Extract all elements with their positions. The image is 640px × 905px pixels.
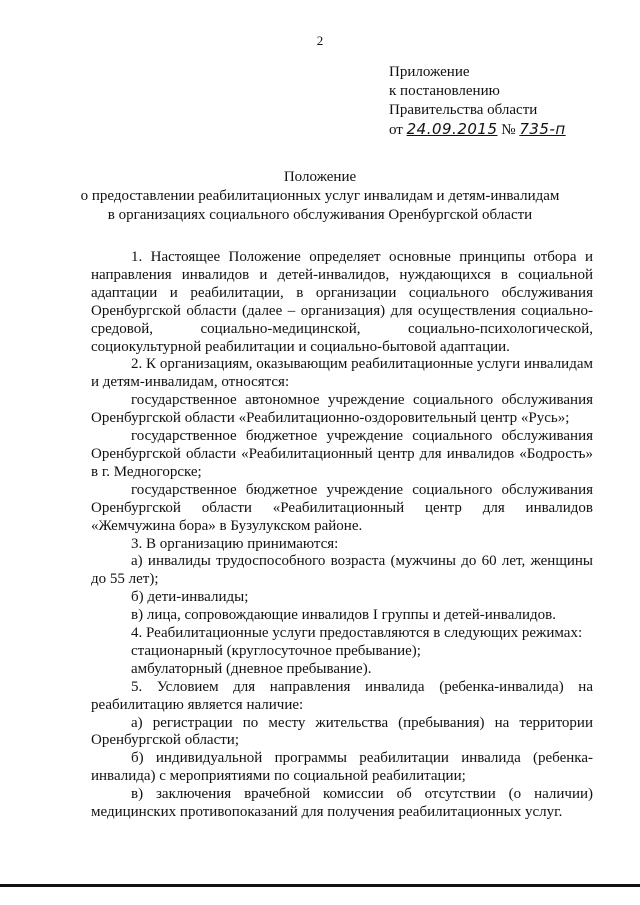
appendix-date-line (389, 120, 566, 140)
paragraph-5b: б) индивидуальной программы реабилитации инвалида (ребенка-инвалида) с мероприятиями по социальной реабилитации; (91, 750, 593, 785)
paragraph-3a: а) инвалиды трудоспособного возраста (мужчины до 60 лет, женщины до 55 лет); (91, 553, 593, 588)
appendix-line-3: Правительства области (389, 102, 538, 118)
paragraph-org-rus: государственное автономное учреждение социального обслуживания Оренбургской области «Реабилитационно-оздоровительный центр «Русь»; (91, 392, 593, 427)
title-line-3: в организациях социального обслуживания Оренбургской области (107, 207, 533, 223)
paragraph-org-bodrost: государственное бюджетное учреждение социального обслуживания Оренбургской области «Реабилитационный центр для инвалидов «Бодрость» в г. Медногорске; (91, 428, 593, 480)
paragraph-4: 4. Реабилитационные услуги предоставляются в следующих режимах: (131, 625, 583, 642)
title-line-2: о предоставлении реабилитационных услуг инвалидам и детям-инвалидам (80, 188, 560, 204)
paragraph-2: 2. К организациям, оказывающим реабилитационные услуги инвалидам и детям-инвалидам, относятся: (91, 356, 593, 391)
paragraph-org-zhemchuzhina: государственное бюджетное учреждение социального обслуживания Оренбургской области «Реабилитационный центр для инвалидов «Жемчужина бора» в Бузулукском районе. (91, 481, 593, 534)
paragraph-5c: в) заключения врачебной комиссии об отсутствии (о наличии) медицинских противопоказаний для получения реабилитационных услуг. (91, 786, 593, 821)
paragraph-3: 3. В организацию принимаются: (131, 535, 339, 552)
paragraph-1: 1. Настоящее Положение определяет основные принципы отбора и направления инвалидов и детей-инвалидов, нуждающихся в социальной адаптации и реабилитации, в организации социального обслуживания Оренбургской области (далее – организация) для осуществления социально-средовой, социально-медицинской, социально-психологической, социокультурной реабилитации и социально-бытовой адаптации. (91, 249, 593, 355)
document-body (91, 249, 593, 822)
document-title (60, 168, 580, 225)
paragraph-3c: в) лица, сопровождающие инвалидов I группы и детей-инвалидов. (131, 607, 556, 624)
appendix-header (389, 63, 566, 140)
date-prefix: от (389, 122, 403, 138)
number-prefix: № (501, 122, 516, 138)
handwritten-date: 24.09.2015 (406, 120, 498, 138)
appendix-line-1: Приложение (389, 64, 470, 80)
paragraph-5: 5. Условием для направления инвалида (ребенка-инвалида) на реабилитацию является наличие: (91, 678, 593, 713)
handwritten-number: 735-п (519, 120, 566, 138)
paragraph-4-ambulatory: амбулаторный (дневное пребывание). (131, 660, 372, 677)
bottom-rule (0, 884, 640, 887)
appendix-line-2: к постановлению (389, 83, 500, 99)
page-number: 2 (316, 33, 324, 48)
paragraph-5a: а) регистрации по месту жительства (пребывания) на территории Оренбургской области; (91, 714, 593, 749)
title-line-1: Положение (283, 169, 357, 185)
paragraph-3b: б) дети-инвалиды; (131, 589, 249, 606)
paragraph-4-stationary: стационарный (круглосуточное пребывание); (131, 642, 421, 659)
